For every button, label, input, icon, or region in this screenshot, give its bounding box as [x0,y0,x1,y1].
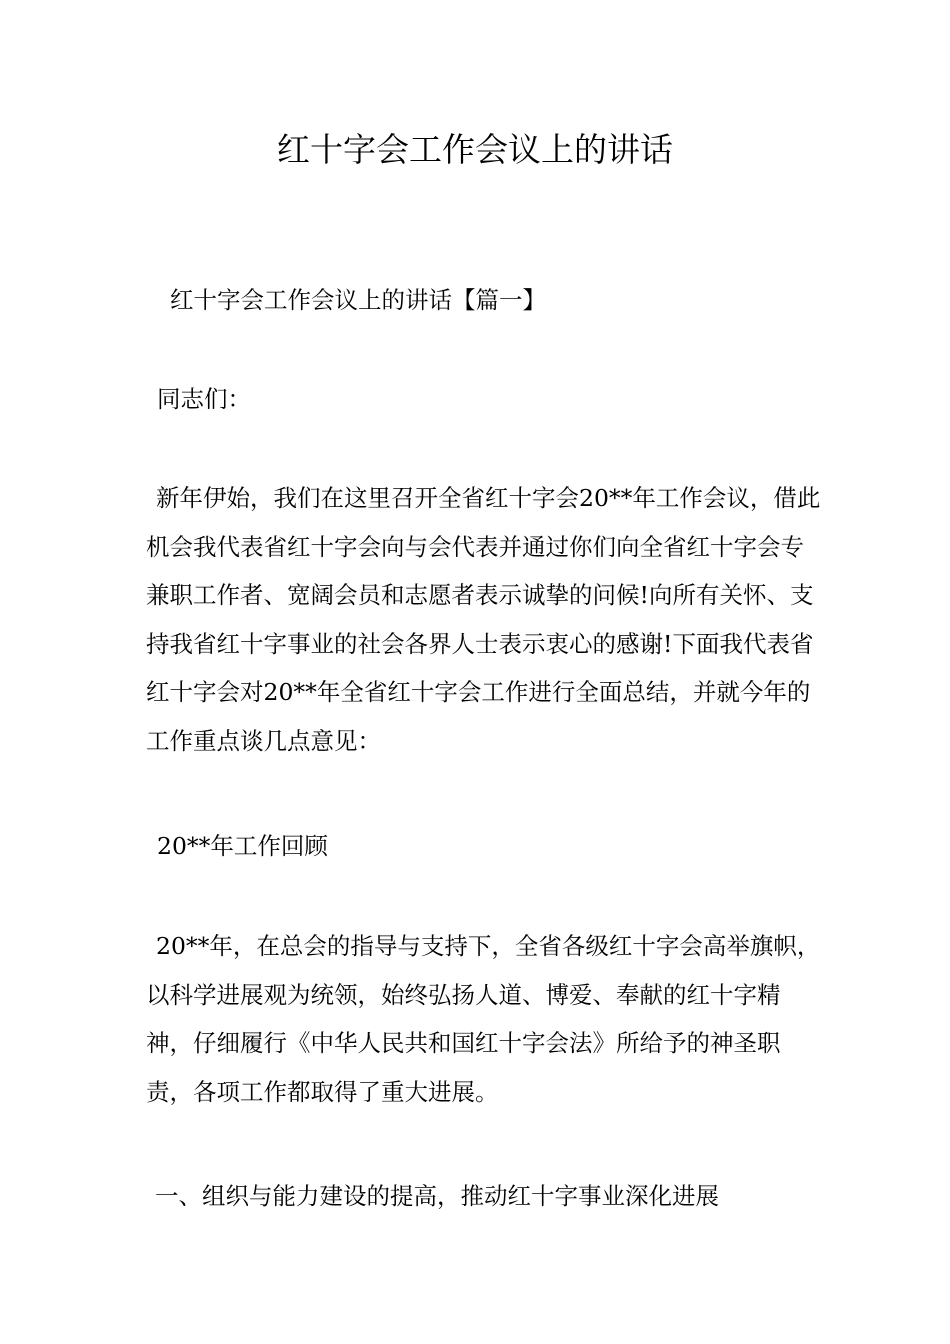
document-title: 红十字会工作会议上的讲话 [277,130,673,169]
greeting: 同志们： [157,385,251,413]
subsection-heading: 一、组织与能力建设的提高，推动红十字事业深化进展 [155,1182,719,1210]
section-heading: 20**年工作回顾 [157,832,328,860]
paragraph-intro: 新年伊始，我们在这里召开全省红十字会20**年工作会议，借此机会我代表省红十字会向与会代表并通过你们向全省红十字会专兼职工作者、宽阔会员和志愿者表示诚挚的问候!向所有关怀、支持我省红十字事业的社会各界人士表示衷心的感谢!下面我代表省红十字会对20**年全省红十字会工作进行全面总结，并就今年的工作重点谈几点意见： [146,484,821,755]
document-subtitle: 红十字会工作会议上的讲话【篇一】 [170,286,546,314]
paragraph-review: 20**年，在总会的指导与支持下，全省各级红十字会高举旗帜，以科学进展观为统领，始终弘扬人道、博爱、奉献的红十字精神，仔细履行《中华人民共和国红十字会法》所给予的神圣职责，各项工作都取得了重大进展。 [146,932,821,1106]
